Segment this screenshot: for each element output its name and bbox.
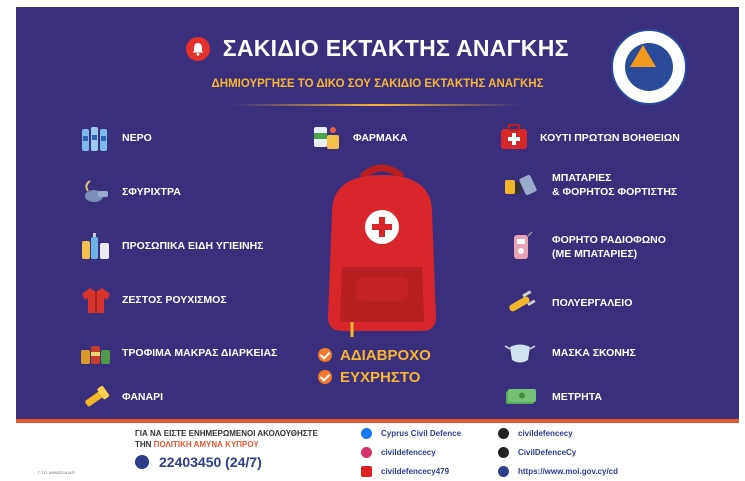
threads-icon xyxy=(498,447,509,458)
social-facebook[interactable] xyxy=(361,428,461,439)
item-canned-food-label: ΤΡΟΦΙΜΑ ΜΑΚΡΑΣ ΔΙΑΡΚΕΙΑΣ xyxy=(122,347,278,359)
item-flashlight-label: ΦΑΝΑΡΙ xyxy=(122,391,164,403)
social-x-label: civildefencecy xyxy=(518,429,573,438)
social-youtube-label: civildefencecy479 xyxy=(381,467,450,476)
social-threads[interactable] xyxy=(498,447,576,458)
item-dust-mask-label: ΜΑΣΚΑ ΣΚΟΝΗΣ xyxy=(552,347,636,359)
item-medicine xyxy=(311,123,407,153)
feature-handy-label: ΕΥΧΡΗΣΤΟ xyxy=(340,368,421,386)
social-youtube[interactable] xyxy=(361,466,449,477)
item-hygiene-label: ΠΡΟΣΩΠΙΚΑ ΕΙΔΗ ΥΓΙΕΙΝΗΣ xyxy=(122,240,264,252)
item-dust-mask xyxy=(498,338,636,368)
jacket-icon xyxy=(80,285,112,315)
social-facebook-label: Cyprus Civil Defence xyxy=(381,429,462,438)
item-water-label: ΝΕΡΟ xyxy=(122,132,152,144)
social-x[interactable] xyxy=(498,428,573,439)
page-subtitle: ΔΗΜΙΟΥΡΓΗΣΕ ΤΟ ΔΙΚΟ ΣΟΥ ΣΑΚΙΔΙΟ ΕΚΤΑΚΤΗΣ ΑΝΑΓΚΗΣ xyxy=(211,78,544,90)
footer-info-line1: ΓΙΑ ΝΑ ΕΙΣΤΕ ΕΝΗΜΕΡΩΜΕΝΟΙ ΑΚΟΛΟΥΘΗΣΤΕ xyxy=(135,429,318,438)
item-radio xyxy=(498,232,666,262)
social-threads-label: CivilDefenceCy xyxy=(518,448,577,457)
item-canned-food xyxy=(80,338,277,368)
item-warm-clothing-label: ΖΕΣΤΟΣ ΡΟΥΧΙΣΜΟΣ xyxy=(122,294,227,306)
feature-waterproof xyxy=(318,345,431,365)
multitool-icon xyxy=(498,288,542,318)
item-flashlight xyxy=(80,382,163,412)
check-icon xyxy=(318,370,332,384)
water-bottles-icon xyxy=(80,123,112,153)
emergency-backpack-icon xyxy=(312,157,452,337)
social-website[interactable] xyxy=(498,466,618,477)
phone-icon xyxy=(135,455,149,469)
social-instagram[interactable] xyxy=(361,447,436,458)
footer-phone[interactable] xyxy=(135,454,262,470)
item-batteries xyxy=(498,170,677,200)
medicine-icon xyxy=(311,123,343,153)
item-water xyxy=(80,123,152,153)
whistle-icon xyxy=(80,177,112,207)
bell-icon xyxy=(186,37,210,61)
social-website-label: https://www.moi.gov.cy/cd xyxy=(518,467,619,476)
footer-info-highlight: ΠΟΛΙΤΙΚΗ ΑΜΥΝΑ ΚΥΠΡΟΥ xyxy=(153,440,259,449)
feature-waterproof-label: ΑΔΙΑΒΡΟΧΟ xyxy=(340,346,431,364)
facebook-icon xyxy=(361,428,372,439)
item-hygiene xyxy=(80,231,263,261)
first-aid-kit-icon xyxy=(498,123,530,153)
cash-icon xyxy=(498,382,542,412)
page-title: ΣΑΚΙΔΙΟ ΕΚΤΑΚΤΗΣ ΑΝΑΓΚΗΣ xyxy=(222,35,569,61)
poster xyxy=(16,7,739,419)
item-medicine-label: ΦΑΡΜΑΚΑ xyxy=(353,132,408,144)
item-batteries-label: ΜΠΑΤΑΡΙΕΣ & ΦΟΡΗΤΟΣ ΦΟΡΤΙΣΤΗΣ xyxy=(552,172,678,198)
item-cash xyxy=(498,382,602,412)
flashlight-icon xyxy=(80,382,112,412)
social-instagram-label: civildefencecy xyxy=(381,448,436,457)
subtitle-underline xyxy=(231,104,521,106)
item-radio-label: ΦΟΡΗΤΟ ΡΑΔΙΟΦΩΝΟ (ΜΕ ΜΠΑΤΑΡΙΕΣ) xyxy=(552,234,666,260)
dust-mask-icon xyxy=(498,338,542,368)
seal-triangle-icon xyxy=(630,45,656,67)
check-icon xyxy=(318,348,332,362)
item-first-aid-label: ΚΟΥΤΙ ΠΡΩΤΩΝ ΒΟΗΘΕΙΩΝ xyxy=(540,132,680,144)
instagram-icon xyxy=(361,447,372,458)
globe-icon xyxy=(498,466,509,477)
x-icon xyxy=(498,428,509,439)
phone-number: 22403450 (24/7) xyxy=(159,454,262,470)
item-first-aid xyxy=(498,123,680,153)
item-multitool-label: ΠΟΛΥΕΡΓΑΛΕΙΟ xyxy=(552,297,633,309)
batteries-charger-icon xyxy=(498,170,542,200)
canned-food-icon xyxy=(80,338,112,368)
bag-features-list xyxy=(318,345,431,389)
item-multitool xyxy=(498,288,632,318)
hygiene-items-icon xyxy=(80,231,112,261)
radio-icon xyxy=(498,232,542,262)
footer-info-line2: ΤΗΝ ΠΟΛΙΤΙΚΗ ΑΜΥΝΑ ΚΥΠΡΟΥ xyxy=(135,440,259,449)
item-warm-clothing xyxy=(80,285,227,315)
item-whistle-label: ΣΦΥΡΙΧΤΡΑ xyxy=(122,186,181,198)
civil-defence-seal xyxy=(611,29,687,105)
footer-credit: Γ.Τ.Π. ΔΗΜΟΣΙΑ ΙΑΠ xyxy=(38,470,75,475)
feature-handy xyxy=(318,367,431,387)
item-cash-label: ΜΕΤΡΗΤΑ xyxy=(552,391,602,403)
item-whistle xyxy=(80,177,181,207)
orange-divider xyxy=(16,419,739,423)
youtube-icon xyxy=(361,466,372,477)
